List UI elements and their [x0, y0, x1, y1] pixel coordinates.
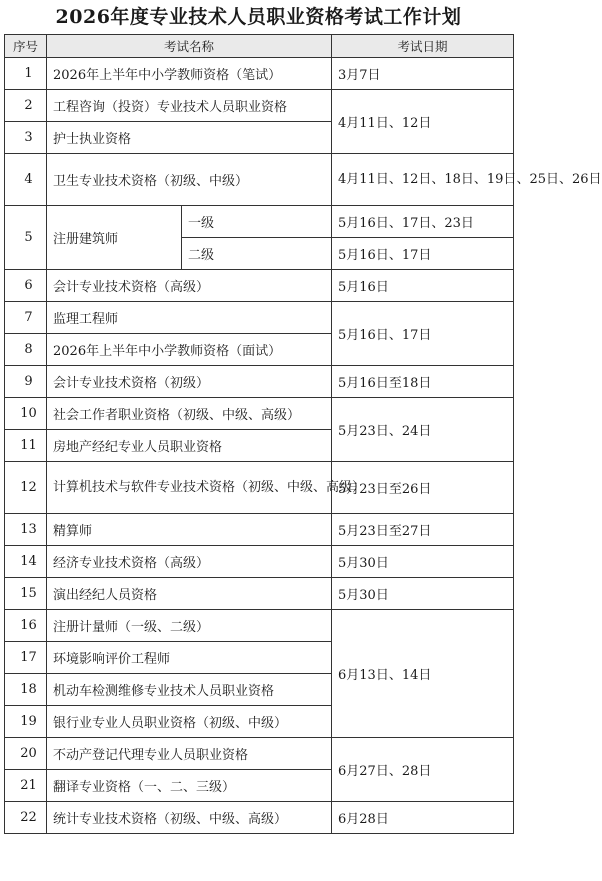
row-no: 13 — [5, 514, 47, 546]
row-no: 7 — [5, 302, 47, 334]
row-no: 14 — [5, 546, 47, 578]
exam-date: 5月16日、17日、23日 — [332, 206, 514, 238]
header-name: 考试名称 — [47, 35, 332, 58]
exam-date: 6月13日、14日 — [332, 610, 514, 738]
table-row — [5, 802, 514, 834]
exam-name: 环境影响评价工程师 — [47, 642, 332, 674]
exam-name: 演出经纪人员资格 — [47, 578, 332, 610]
header-date: 考试日期 — [332, 35, 514, 58]
table-row — [5, 302, 514, 334]
table-row — [5, 398, 514, 430]
exam-date: 5月16日至18日 — [332, 366, 514, 398]
row-no: 19 — [5, 706, 47, 738]
exam-name: 监理工程师 — [47, 302, 332, 334]
exam-date: 5月16日、17日 — [332, 302, 514, 366]
exam-date: 6月28日 — [332, 802, 514, 834]
exam-date: 5月23日至27日 — [332, 514, 514, 546]
exam-name: 会计专业技术资格（初级） — [47, 366, 332, 398]
row-no: 2 — [5, 90, 47, 122]
exam-name: 翻译专业资格（一、二、三级） — [47, 770, 332, 802]
row-no: 18 — [5, 674, 47, 706]
table-row — [5, 366, 514, 398]
table-row — [5, 58, 514, 90]
table-row — [5, 610, 514, 642]
row-no: 9 — [5, 366, 47, 398]
exam-level: 二级 — [182, 238, 332, 270]
exam-name: 注册建筑师 — [47, 206, 182, 270]
exam-date: 4月11日、12日 — [332, 90, 514, 154]
exam-name: 注册计量师（一级、二级） — [47, 610, 332, 642]
exam-name: 统计专业技术资格（初级、中级、高级） — [47, 802, 332, 834]
exam-date: 5月23日至26日 — [332, 462, 514, 514]
row-no: 21 — [5, 770, 47, 802]
exam-date: 5月30日 — [332, 546, 514, 578]
table-row — [5, 206, 514, 238]
table-row — [5, 514, 514, 546]
row-no: 12 — [5, 462, 47, 514]
exam-name: 机动车检测维修专业技术人员职业资格 — [47, 674, 332, 706]
row-no: 20 — [5, 738, 47, 770]
row-no: 6 — [5, 270, 47, 302]
exam-name: 2026年上半年中小学教师资格（面试） — [47, 334, 332, 366]
row-no: 4 — [5, 154, 47, 206]
exam-schedule-table — [4, 34, 602, 834]
table-row — [5, 738, 514, 770]
row-no: 8 — [5, 334, 47, 366]
exam-name: 银行业专业人员职业资格（初级、中级） — [47, 706, 332, 738]
header-no: 序号 — [5, 35, 47, 58]
exam-name: 计算机技术与软件专业技术资格（初级、中级、高级） — [47, 462, 332, 514]
exam-date: 6月27日、28日 — [332, 738, 514, 802]
exam-name: 工程咨询（投资）专业技术人员职业资格 — [47, 90, 332, 122]
exam-date: 3月7日 — [332, 58, 514, 90]
row-no: 5 — [5, 206, 47, 270]
document-title: 2026年度专业技术人员职业资格考试工作计划 — [55, 6, 462, 28]
exam-name: 经济专业技术资格（高级） — [47, 546, 332, 578]
exam-date: 5月16日、17日 — [332, 238, 514, 270]
table-header-row — [5, 35, 514, 58]
exam-date: 5月23日、24日 — [332, 398, 514, 462]
exam-name: 会计专业技术资格（高级） — [47, 270, 332, 302]
row-no: 1 — [5, 58, 47, 90]
row-no: 15 — [5, 578, 47, 610]
exam-name: 护士执业资格 — [47, 122, 332, 154]
exam-name: 卫生专业技术资格（初级、中级） — [47, 154, 332, 206]
row-no: 3 — [5, 122, 47, 154]
exam-name: 房地产经纪专业人员职业资格 — [47, 430, 332, 462]
exam-date: 5月16日 — [332, 270, 514, 302]
exam-date: 5月30日 — [332, 578, 514, 610]
exam-name: 社会工作者职业资格（初级、中级、高级） — [47, 398, 332, 430]
row-no: 17 — [5, 642, 47, 674]
table-row — [5, 546, 514, 578]
row-no: 11 — [5, 430, 47, 462]
table-row — [5, 578, 514, 610]
row-no: 10 — [5, 398, 47, 430]
row-no: 22 — [5, 802, 47, 834]
table-row — [5, 462, 514, 514]
row-no: 16 — [5, 610, 47, 642]
exam-name: 精算师 — [47, 514, 332, 546]
exam-name: 2026年上半年中小学教师资格（笔试） — [47, 58, 332, 90]
table-row — [5, 90, 514, 122]
table-row — [5, 154, 514, 206]
exam-name: 不动产登记代理专业人员职业资格 — [47, 738, 332, 770]
exam-date: 4月11日、12日、18日、19日、25日、26日 — [332, 154, 514, 206]
exam-level: 一级 — [182, 206, 332, 238]
table-row — [5, 270, 514, 302]
